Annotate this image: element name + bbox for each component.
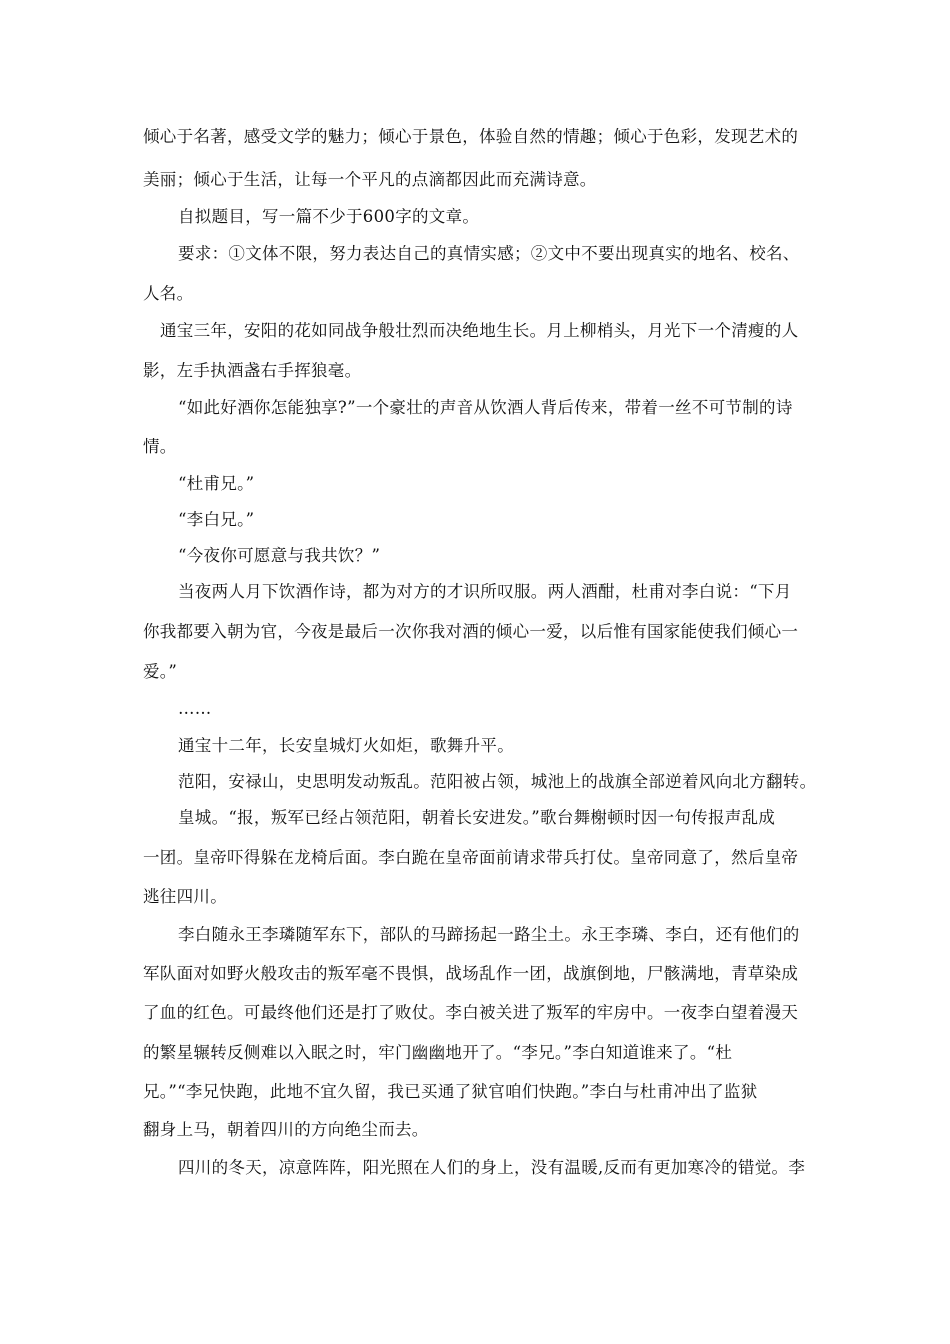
text-line: 军队面对如野火般攻击的叛军毫不畏惧，战场乱作一团，战旗倒地，尸骸满地，青草染成 — [143, 964, 799, 983]
text-line: “杜甫兄。” — [178, 474, 255, 493]
text-line: “李白兄。” — [178, 510, 255, 529]
text-line: 通宝十二年，长安皇城灯火如炬，歌舞升平。 — [178, 736, 514, 755]
text-line: 人名。 — [143, 284, 194, 303]
text-line: 倾心于名著，感受文学的魅力；倾心于景色，体验自然的情趣；倾心于色彩，发现艺术的 — [143, 127, 799, 146]
text-line: 通宝三年，安阳的花如同战争般壮烈而决绝地生长。月上柳梢头，月光下一个清瘦的人 — [160, 321, 799, 340]
text-line: 的繁星辗转反侧难以入眠之时，牢门幽幽地开了。“李兄。”李白知道谁来了。“杜 — [143, 1043, 733, 1062]
text-line: 皇城。“报，叛军已经占领范阳，朝着长安进发。”歌台舞榭顿时因一句传报声乱成 — [178, 808, 776, 827]
text-line: 影，左手执酒盏右手挥狼毫。 — [143, 361, 362, 380]
text-line: 范阳，安禄山，史思明发动叛乱。范阳被占领，城池上的战旗全部逆着风向北方翻转。 — [178, 772, 817, 791]
text-line: 要求：①文体不限，努力表达自己的真情实感；②文中不要出现真实的地名、校名、 — [178, 244, 800, 263]
text-line: 自拟题目，写一篇不少于600字的文章。 — [178, 207, 480, 226]
text-line: “今夜你可愿意与我共饮？” — [178, 546, 381, 565]
text-line: 美丽；倾心于生活，让每一个平凡的点滴都因此而充满诗意。 — [143, 170, 597, 189]
text-line: 情。 — [143, 437, 177, 456]
text-line: 一团。皇帝吓得躲在龙椅后面。李白跪在皇帝面前请求带兵打仗。皇帝同意了，然后皇帝 — [143, 848, 799, 867]
text-line: 李白随永王李璘随军东下，部队的马蹄扬起一路尘土。永王李璘、李白，还有他们的 — [178, 925, 800, 944]
text-line: …… — [178, 699, 212, 718]
text-line: 了血的红色。可最终他们还是打了败仗。李白被关进了叛军的牢房中。一夜李白望着漫天 — [143, 1003, 799, 1022]
text-line: 爱。” — [143, 662, 178, 681]
text-line: 当夜两人月下饮酒作诗，都为对方的才识所叹服。两人酒酣，杜甫对李白说：“下月 — [178, 582, 792, 601]
text-line: 你我都要入朝为官，今夜是最后一次你我对酒的倾心一爱，以后惟有国家能使我们倾心一 — [143, 622, 799, 641]
text-line: 翻身上马，朝着四川的方向绝尘而去。 — [143, 1120, 429, 1139]
text-line: 兄。”“李兄快跑，此地不宜久留，我已买通了狱官咱们快跑。”李白与杜甫冲出了监狱 — [143, 1082, 758, 1101]
text-line: 四川的冬天，凉意阵阵，阳光照在人们的身上，没有温暖,反而有更加寒冷的错觉。李 — [178, 1158, 806, 1177]
text-line: 逃往四川。 — [143, 887, 227, 906]
text-line: “如此好酒你怎能独享?”一个豪壮的声音从饮酒人背后传来，带着一丝不可节制的诗 — [178, 398, 793, 417]
